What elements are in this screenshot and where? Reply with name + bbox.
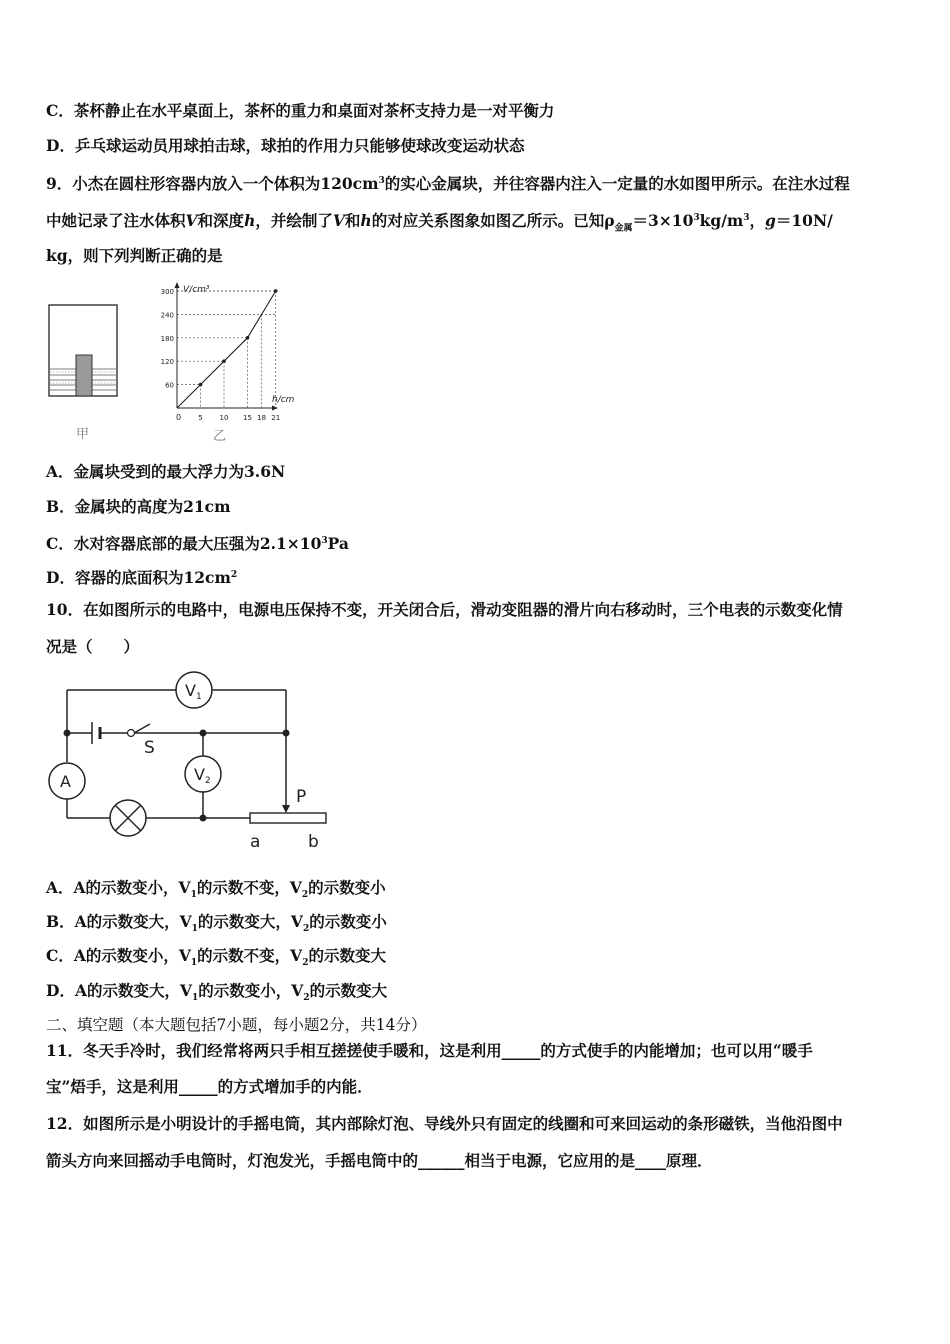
q8-option-c: C．茶杯静止在水平桌面上，茶杯的重力和桌面对茶杯支持力是一对平衡力 <box>46 101 555 120</box>
q10-option-a: A．A的示数变小，$V_1$的示数不变，$V_2$的示数变小 <box>46 878 386 901</box>
rheostat <box>250 813 326 823</box>
y-tick-label: 120 <box>160 358 174 367</box>
q10-option-c: C．A的示数变小，$V_1$的示数不变，$V_2$的示数变大 <box>46 946 386 969</box>
q9-vh-chart <box>150 278 310 452</box>
y-tick-label: 60 <box>165 381 174 390</box>
y-axis-label: V/cm³ <box>183 285 210 295</box>
figure-yi-label: 乙 <box>213 429 227 444</box>
y-tick-label: 300 <box>160 288 174 296</box>
junction-dot <box>200 815 207 822</box>
q9-stem-line-1: 9．小杰在圆柱形容器内放入一个体积为$120cm^3$的实心金属块，并往容器内注入一定量的水如图甲所示。在注水过程 <box>46 174 850 194</box>
v1-subscript: 1 <box>195 692 202 702</box>
v1-label: V <box>185 681 196 700</box>
q9-option-c: C．水对容器底部的最大压强为$2.1\times 10^3Pa$ <box>46 534 349 554</box>
x-tick-label: 10 <box>219 414 229 422</box>
origin-label: 0 <box>176 413 182 422</box>
x-tick-label: 21 <box>271 414 281 422</box>
data-point <box>274 289 278 293</box>
junction-dot <box>200 730 207 737</box>
y-tick-label: 240 <box>160 311 174 320</box>
q9-option-b: B．金属块的高度为21cm <box>46 497 231 516</box>
q8-option-d: D．乒乓球运动员用球拍击球，球拍的作用力只能够使球改变运动状态 <box>46 136 525 155</box>
q12-line-2: 箭头方向来回摇动手电筒时，灯泡发光，手摇电筒中的______相当于电源，它应用的是____原理． <box>46 1151 713 1170</box>
rheostat-end-b: b <box>308 832 319 852</box>
data-point <box>222 359 226 363</box>
q9-stem-line-3: kg，则下列判断正确的是 <box>46 246 223 265</box>
switch-label: S <box>144 738 155 758</box>
v2-subscript: 2 <box>204 776 211 786</box>
slider-arrow <box>282 805 290 813</box>
v2-label: V <box>194 765 205 784</box>
y-axis-arrow <box>175 282 180 288</box>
y-tick-label: 180 <box>160 334 174 343</box>
junction-dot <box>283 730 290 737</box>
q10-option-d: D．A的示数变大，$V_1$的示数变小，$V_2$的示数变大 <box>46 981 388 1004</box>
x-axis-label: h/cm <box>272 395 295 405</box>
q9-option-d: D．容器的底面积为$12cm^2$ <box>46 568 238 588</box>
q10-option-b: B．A的示数变大，$V_1$的示数变大，$V_2$的示数变小 <box>46 912 387 935</box>
x-tick-label: 5 <box>198 414 203 422</box>
data-line <box>177 291 276 408</box>
rheostat-end-a: a <box>250 832 261 852</box>
q10-stem-line-1: 10．在如图所示的电路中，电源电压保持不变，开关闭合后，滑动变阻器的滑片向右移动时，三个电表的示数变化情 <box>46 600 843 619</box>
junction-dot <box>64 730 71 737</box>
q11-line-1: 11．冬天手冷时，我们经常将两只手相互搓搓使手暖和，这是利用_____的方式使手的内能增加；也可以用“暖手 <box>46 1041 813 1060</box>
q9-option-a: A．金属块受到的最大浮力为3.6N <box>46 462 286 481</box>
q10-stem-line-2: 况是（ ） <box>46 637 140 656</box>
x-axis-arrow <box>272 406 278 411</box>
data-point <box>199 383 203 387</box>
data-point <box>246 336 250 340</box>
q9-figure-container <box>46 303 126 457</box>
switch-contact <box>128 730 135 737</box>
slider-label: P <box>296 787 307 807</box>
q11-line-2: 宝”焐手，这是利用_____的方式增加手的内能． <box>46 1077 373 1096</box>
x-tick-label: 15 <box>243 414 252 422</box>
section-2-title: 二、填空题（本大题包括7小题，每小题2分，共14分） <box>46 1016 427 1034</box>
q12-line-1: 12．如图所示是小明设计的手摇电筒，其内部除灯泡、导线外只有固定的线圈和可来回运动的条形磁铁，当他沿图中 <box>46 1114 843 1133</box>
q9-stem-line-2: 中她记录了注水体积V和深度h，并绘制了V和h的对应关系图象如图乙所示。已知$\rho_{金属}=3\times 10^3kg/m^3$，g＝10N/ <box>46 211 833 234</box>
ammeter-label: A <box>60 772 71 791</box>
x-tick-label: 18 <box>257 414 267 422</box>
figure-jia-label: 甲 <box>76 427 90 442</box>
q10-circuit-diagram <box>40 665 340 869</box>
